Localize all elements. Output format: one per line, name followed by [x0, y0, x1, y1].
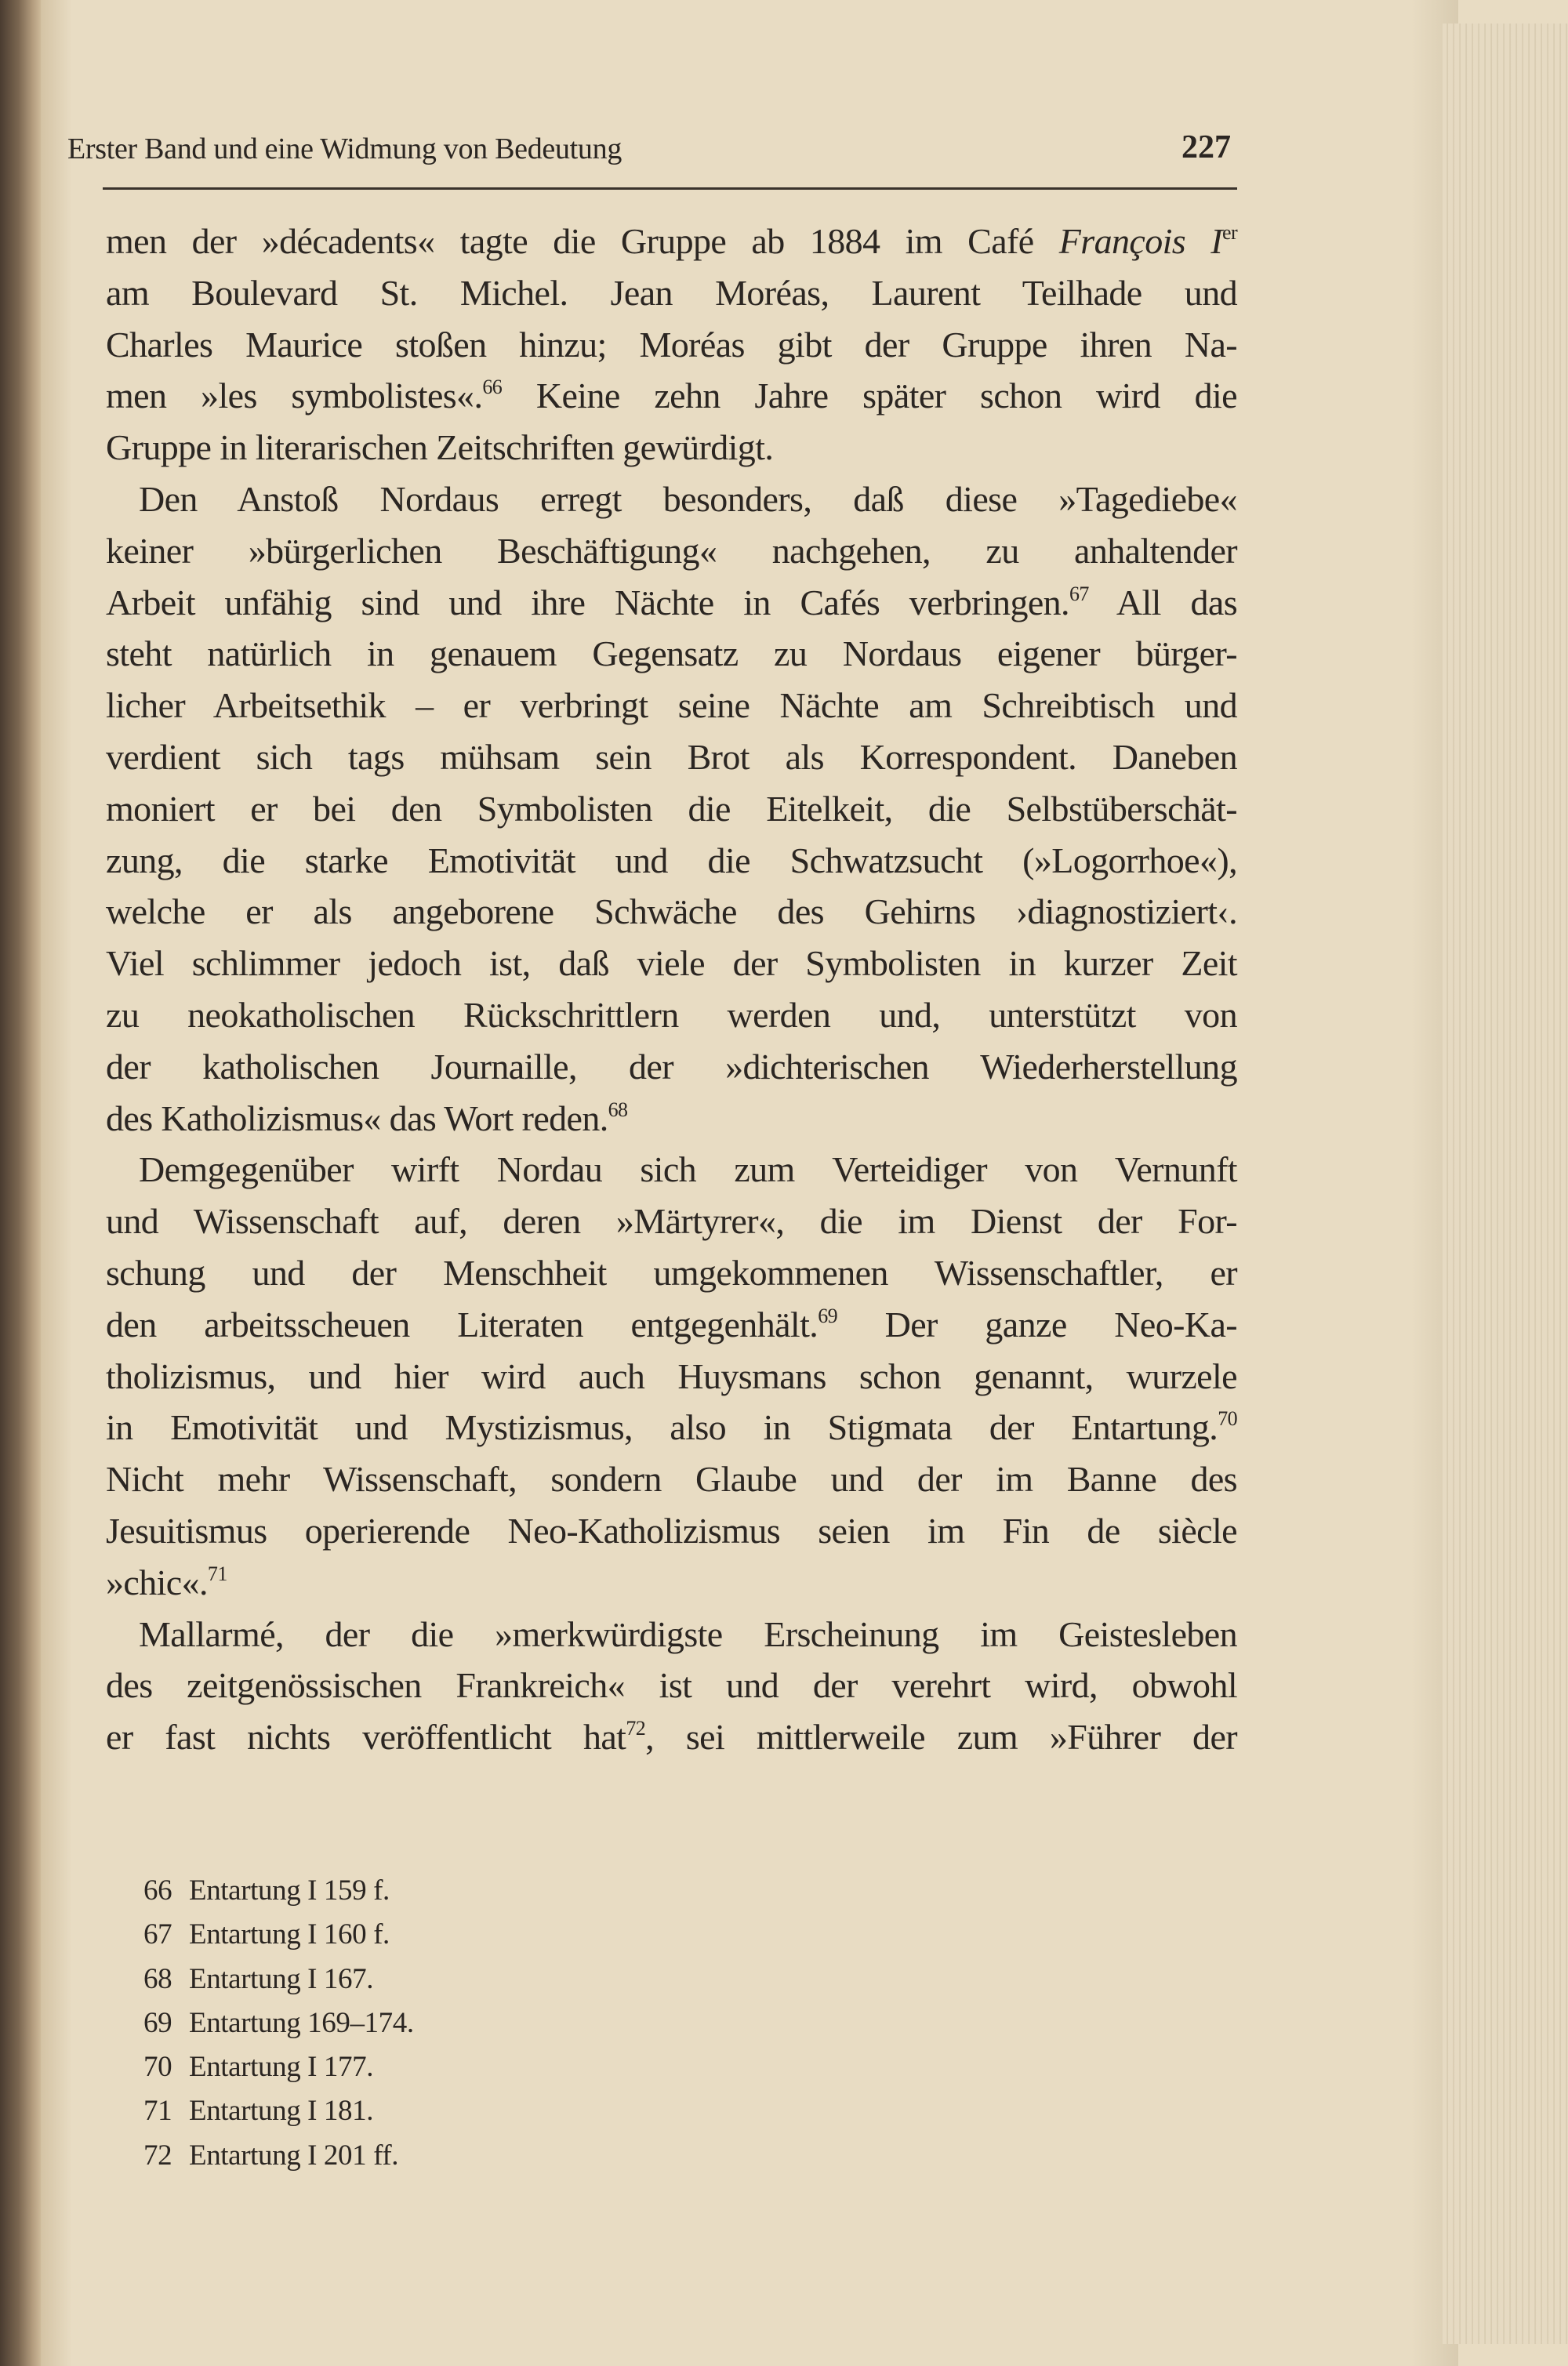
text-segment: er fast nichts veröffentlicht hat	[106, 1717, 626, 1758]
footnote-text: Entartung I 177.	[189, 2051, 374, 2084]
footnote-number: 71	[143, 2095, 172, 2128]
footnote	[143, 1961, 414, 2005]
text-line	[106, 1045, 1237, 1097]
text-line	[106, 1457, 1237, 1509]
footnote-text: Entartung I 159 f.	[189, 1874, 390, 1907]
text-segment: Der ganze Neo-Ka-	[837, 1304, 1237, 1344]
text-segment: Viel schlimmer jedoch ist, daß viele der Symbolisten in kurzer Zeit	[106, 943, 1237, 984]
text-line	[106, 1303, 1237, 1355]
text-segment: verdient sich tags mühsam sein Brot als Korrespondent. Daneben	[106, 736, 1237, 777]
text-line	[106, 1097, 1237, 1149]
text-segment: Jesuitismus operierende Neo-Katholizismus seien im Fin de siècle	[106, 1510, 1237, 1551]
text-line	[106, 323, 1237, 375]
book-spine-shadow	[0, 0, 41, 2366]
footnote-text: Entartung I 160 f.	[189, 1918, 390, 1951]
text-line	[106, 942, 1237, 993]
text-segment: Demgegenüber wirft Nordau sich zum Verteidiger von Vernunft	[139, 1149, 1237, 1190]
text-segment: zu neokatholischen Rückschrittlern werden und, unterstützt von	[106, 994, 1237, 1035]
footnote	[143, 2137, 414, 2181]
text-segment: des zeitgenössischen Frankreich« ist und der verehrt wird, obwohl	[106, 1665, 1237, 1706]
text-segment: All das	[1088, 582, 1237, 622]
footnote-ref: 69	[818, 1304, 837, 1327]
text-segment: Nicht mehr Wissenschaft, sondern Glaube und der im Banne des	[106, 1459, 1237, 1500]
text-segment: in Emotivität und Mystizismus, also in Stigmata der Entartung.	[106, 1407, 1218, 1448]
text-line	[106, 1148, 1237, 1199]
text-segment: zung, die starke Emotivität und die Schwatzsucht (»Logorrhoe«),	[106, 840, 1237, 880]
text-segment: Charles Maurice stoßen hinzu; Moréas gibt der Gruppe ihren Na-	[106, 324, 1237, 365]
text-line	[106, 632, 1237, 684]
text-segment: den arbeitsscheuen Literaten entgegenhält.	[106, 1304, 818, 1344]
text-line	[106, 1509, 1237, 1561]
text-segment: schung und der Menschheit umgekommenen Wissenschaftler, er	[106, 1252, 1237, 1293]
text-line	[106, 1561, 1237, 1613]
footnote-ref: 68	[608, 1098, 628, 1121]
footnote-ref: 67	[1069, 582, 1089, 605]
text-line	[106, 735, 1237, 787]
text-line	[106, 787, 1237, 839]
header-rule	[103, 187, 1237, 190]
text-segment: des Katholizismus« das Wort reden.	[106, 1098, 608, 1138]
text-segment: am Boulevard St. Michel. Jean Moréas, Laurent Teilhade und	[106, 272, 1237, 313]
text-line	[106, 1355, 1237, 1406]
text-segment: Arbeit unfähig sind und ihre Nächte in Cafés verbringen.	[106, 582, 1069, 622]
footnote-text: Entartung I 167.	[189, 1962, 374, 1995]
body-text	[106, 220, 1237, 1767]
footnote-text: Entartung I 181.	[189, 2095, 374, 2128]
text-line	[106, 581, 1237, 633]
text-line	[106, 426, 1237, 477]
text-line	[106, 374, 1237, 426]
text-line	[106, 890, 1237, 942]
footnote-number: 66	[143, 1874, 172, 1907]
text-line	[106, 684, 1237, 735]
text-segment: , sei mittlerweile zum »Führer der	[645, 1717, 1237, 1758]
text-line	[106, 993, 1237, 1045]
text-segment: und Wissenschaft auf, deren »Märtyrer«, die im Dienst der For-	[106, 1201, 1237, 1242]
text-segment: moniert er bei den Symbolisten die Eitelkeit, die Selbstüberschät-	[106, 788, 1237, 829]
running-header	[67, 129, 1237, 179]
text-line	[106, 1664, 1237, 1715]
footnote-ref: 66	[482, 376, 503, 399]
gutter-shade	[41, 0, 72, 2366]
page-number: 227	[1181, 129, 1231, 165]
text-segment: »chic«.	[106, 1562, 208, 1602]
text-segment: men »les symbolistes«.	[106, 376, 483, 416]
text-line	[106, 1613, 1237, 1664]
text-line	[106, 1715, 1237, 1767]
footnote-text: Entartung 169–174.	[189, 2006, 414, 2039]
footnote-number: 68	[143, 1962, 172, 1995]
text-segment: Den Anstoß Nordaus erregt besonders, daß diese »Tagediebe«	[139, 478, 1237, 519]
text-segment: steht natürlich in genauem Gegensatz zu Nordaus eigener bürger-	[106, 633, 1237, 674]
text-line	[106, 1406, 1237, 1457]
footnote-number: 69	[143, 2006, 172, 2039]
footnote-number: 72	[143, 2139, 172, 2172]
italic-text: François I	[1058, 221, 1223, 261]
text-segment: Gruppe in literarischen Zeitschriften gewürdigt.	[106, 427, 774, 468]
footnote-text: Entartung I 201 ff.	[189, 2139, 399, 2172]
footnote	[143, 1872, 414, 1916]
text-segment: der katholischen Journaille, der »dichterischen Wiederherstellung	[106, 1046, 1237, 1087]
footnote-ref: 71	[207, 1562, 227, 1585]
text-segment: welche er als angeborene Schwäche des Gehirns ›diagnostiziert‹.	[106, 891, 1237, 932]
text-segment: Mallarmé, der die »merkwürdigste Erscheinung im Geistesleben	[139, 1613, 1237, 1654]
footnote-ref: 72	[626, 1717, 646, 1740]
footnote-number: 70	[143, 2051, 172, 2084]
text-line	[106, 1251, 1237, 1303]
text-line	[106, 839, 1237, 891]
text-segment: Keine zehn Jahre später schon wird die	[502, 376, 1237, 416]
footnotes	[143, 1872, 414, 2181]
text-segment: men der »décadents« tagte die Gruppe ab 1884 im Café	[106, 221, 1059, 261]
footnote	[143, 2092, 414, 2136]
footnote	[143, 2005, 414, 2048]
footnote	[143, 2048, 414, 2092]
text-line	[106, 477, 1237, 529]
footnote-ref: 70	[1218, 1407, 1237, 1431]
footnote	[143, 1916, 414, 1960]
footnote-number: 67	[143, 1918, 172, 1951]
text-line	[106, 220, 1237, 271]
text-line	[106, 271, 1237, 323]
text-line	[106, 529, 1237, 581]
text-segment: tholizismus, und hier wird auch Huysmans schon genannt, wurzele	[106, 1355, 1237, 1396]
footnote-ref: er	[1222, 221, 1238, 244]
text-segment: licher Arbeitsethik – er verbringt seine Nächte am Schreibtisch und	[106, 685, 1237, 726]
running-title: Erster Band und eine Widmung von Bedeutung	[67, 132, 622, 165]
page-edges	[1443, 24, 1568, 2344]
text-line	[106, 1199, 1237, 1251]
text-segment: keiner »bürgerlichen Beschäftigung« nachgehen, zu anhaltender	[106, 530, 1237, 571]
